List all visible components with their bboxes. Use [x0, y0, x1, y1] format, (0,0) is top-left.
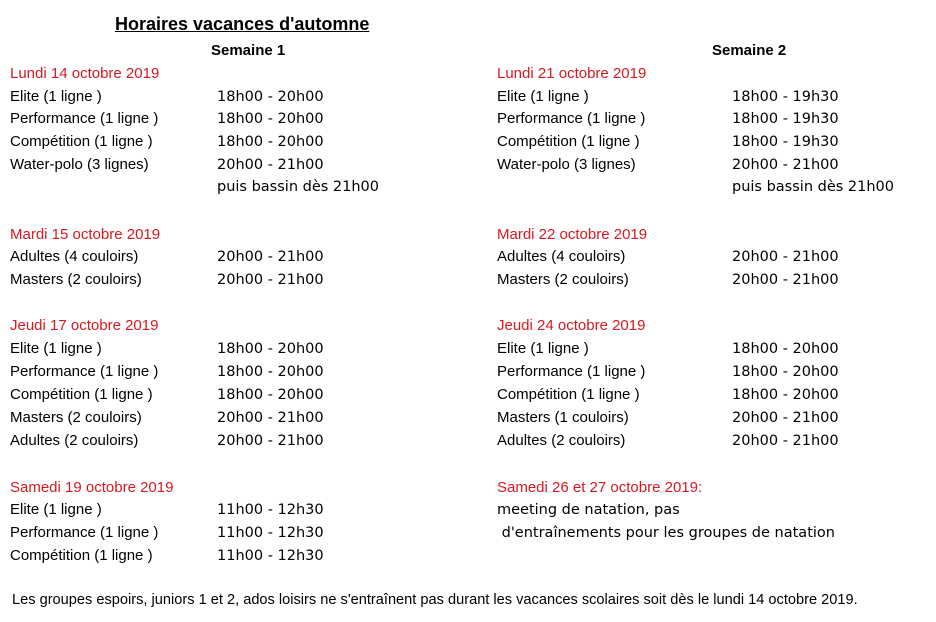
time-range: 18h00 - 20h00: [217, 134, 324, 150]
time-range: 20h00 - 21h00: [732, 410, 839, 426]
schedule-row: [10, 361, 450, 383]
time-range: 18h00 - 20h00: [217, 89, 324, 105]
schedule-row: [10, 108, 450, 130]
schedule-row: [497, 154, 927, 176]
time-range: 18h00 - 20h00: [217, 364, 324, 380]
week2-heading: Semaine 2: [712, 42, 787, 59]
schedule-row: [10, 430, 450, 452]
schedule-row: [10, 384, 450, 406]
schedule-row: [497, 246, 927, 268]
day-heading: Jeudi 17 octobre 2019: [10, 317, 159, 334]
group-label: Compétition (1 ligne ): [10, 547, 153, 564]
group-label: Performance (1 ligne ): [10, 363, 159, 380]
time-range: 20h00 - 21h00: [217, 157, 324, 173]
day-heading: Jeudi 24 octobre 2019: [497, 317, 646, 334]
schedule-row: [497, 384, 927, 406]
time-range: 18h00 - 20h00: [732, 364, 839, 380]
time-range: 18h00 - 19h30: [732, 89, 839, 105]
group-label: Elite (1 ligne ): [497, 88, 589, 105]
schedule-note: puis bassin dès 21h00: [732, 179, 894, 195]
footer-note: Les groupes espoirs, juniors 1 et 2, ados loisirs ne s'entraînent pas durant les vacances scolaires soit dès le lundi 14 octobre 2019.: [12, 592, 858, 608]
group-label: Water-polo (3 lignes): [10, 156, 149, 173]
schedule-note: d'entraînements pour les groupes de natation: [497, 525, 835, 541]
group-label: Elite (1 ligne ): [497, 340, 589, 357]
group-label: Adultes (4 couloirs): [497, 248, 626, 265]
schedule-note: meeting de natation, pas: [497, 502, 680, 518]
time-range: 18h00 - 20h00: [217, 111, 324, 127]
week1-heading: Semaine 1: [211, 42, 286, 59]
schedule-row: [497, 407, 927, 429]
group-label: Masters (2 couloirs): [497, 271, 629, 288]
group-label: Compétition (1 ligne ): [10, 386, 153, 403]
group-label: Performance (1 ligne ): [497, 110, 646, 127]
group-label: Elite (1 ligne ): [10, 340, 102, 357]
time-range: 20h00 - 21h00: [732, 272, 839, 288]
schedule-row: [10, 407, 450, 429]
schedule-row: [10, 246, 450, 268]
schedule-row: [497, 430, 927, 452]
group-label: Compétition (1 ligne ): [497, 386, 640, 403]
group-label: Performance (1 ligne ): [10, 524, 159, 541]
day-heading: Lundi 14 octobre 2019: [10, 65, 160, 82]
schedule-note: puis bassin dès 21h00: [217, 179, 379, 195]
schedule-row: [10, 269, 450, 291]
group-label: Masters (2 couloirs): [10, 409, 142, 426]
schedule-row: [10, 499, 450, 521]
day-heading: Mardi 22 octobre 2019: [497, 226, 648, 243]
time-range: 20h00 - 21h00: [217, 272, 324, 288]
schedule-row: [497, 86, 927, 108]
day-heading: Lundi 21 octobre 2019: [497, 65, 647, 82]
group-label: Adultes (2 couloirs): [497, 432, 626, 449]
time-range: 11h00 - 12h30: [217, 548, 324, 564]
group-label: Water-polo (3 lignes): [497, 156, 636, 173]
time-range: 18h00 - 20h00: [732, 341, 839, 357]
schedule-row: [10, 154, 450, 176]
group-label: Masters (2 couloirs): [10, 271, 142, 288]
day-heading: Mardi 15 octobre 2019: [10, 226, 161, 243]
time-range: 11h00 - 12h30: [217, 502, 324, 518]
day-heading: Samedi 26 et 27 octobre 2019:: [497, 479, 703, 496]
day-heading: Samedi 19 octobre 2019: [10, 479, 174, 496]
schedule-row: [10, 545, 450, 567]
page-title: Horaires vacances d'automne: [115, 14, 370, 34]
time-range: 20h00 - 21h00: [732, 249, 839, 265]
schedule-row: [497, 361, 927, 383]
time-range: 20h00 - 21h00: [217, 410, 324, 426]
schedule-row: [10, 86, 450, 108]
group-label: Performance (1 ligne ): [497, 363, 646, 380]
schedule-row: [10, 338, 450, 360]
schedule-row: [497, 269, 927, 291]
schedule-row: [497, 131, 927, 153]
group-label: Adultes (2 couloirs): [10, 432, 139, 449]
time-range: 18h00 - 20h00: [217, 341, 324, 357]
group-label: Compétition (1 ligne ): [10, 133, 153, 150]
group-label: Elite (1 ligne ): [10, 501, 102, 518]
schedule-row: [10, 131, 450, 153]
time-range: 18h00 - 20h00: [732, 387, 839, 403]
time-range: 18h00 - 20h00: [217, 387, 324, 403]
group-label: Performance (1 ligne ): [10, 110, 159, 127]
schedule-row: [497, 338, 927, 360]
group-label: Compétition (1 ligne ): [497, 133, 640, 150]
group-label: Elite (1 ligne ): [10, 88, 102, 105]
time-range: 18h00 - 19h30: [732, 134, 839, 150]
time-range: 18h00 - 19h30: [732, 111, 839, 127]
time-range: 11h00 - 12h30: [217, 525, 324, 541]
schedule-row: [497, 108, 927, 130]
time-range: 20h00 - 21h00: [732, 433, 839, 449]
group-label: Masters (1 couloirs): [497, 409, 629, 426]
time-range: 20h00 - 21h00: [217, 433, 324, 449]
group-label: Adultes (4 couloirs): [10, 248, 139, 265]
schedule-row: [10, 522, 450, 544]
time-range: 20h00 - 21h00: [217, 249, 324, 265]
time-range: 20h00 - 21h00: [732, 157, 839, 173]
